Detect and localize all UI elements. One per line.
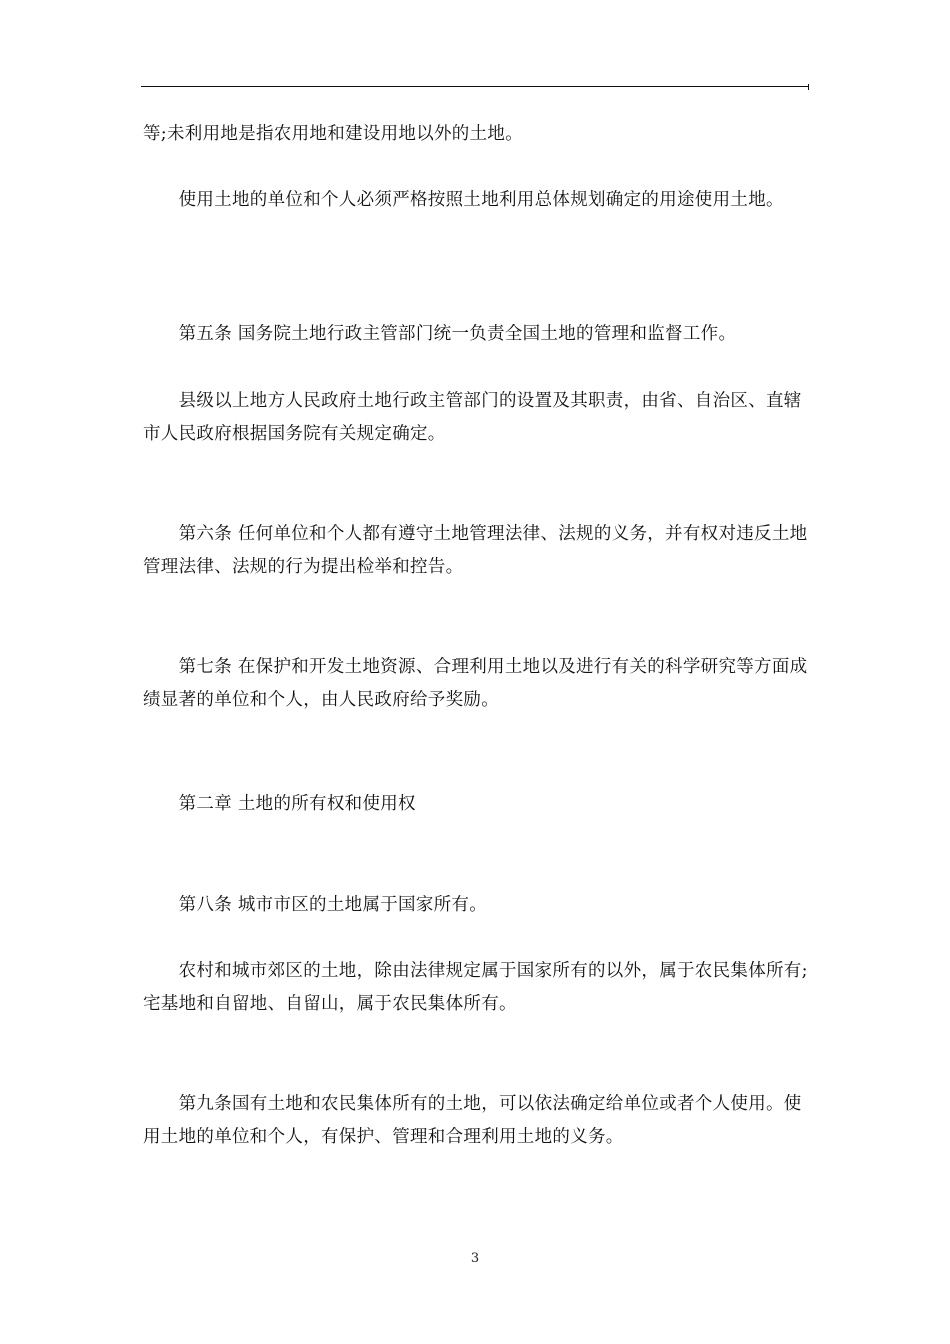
paragraph: 农村和城市郊区的土地，除由法律规定属于国家所有的以外，属于农民集体所有;宅基地和自留地、自留山，属于农民集体所有。 [143, 961, 808, 1014]
paragraph: 第九条国有土地和农民集体所有的土地，可以依法确定给单位或者个人使用。使用土地的单位和个人，有保护、管理和合理利用土地的义务。 [143, 1094, 802, 1147]
paragraph: 第七条 在保护和开发土地资源、合理利用土地以及进行有关的科学研究等方面成绩显著的单位和个人，由人民政府给予奖励。 [143, 657, 808, 710]
paragraph: 使用土地的单位和个人必须严格按照土地利用总体规划确定的用途使用土地。 [143, 190, 784, 210]
paragraph: 第八条 城市市区的土地属于国家所有。 [143, 895, 488, 915]
header-rule-tick [808, 84, 809, 90]
chapter-heading: 第二章 土地的所有权和使用权 [143, 794, 416, 814]
paragraph: 第五条 国务院土地行政主管部门统一负责全国土地的管理和监督工作。 [143, 324, 737, 344]
paragraph: 县级以上地方人民政府土地行政主管部门的设置及其职责，由省、自治区、直辖市人民政府根据国务院有关规定确定。 [143, 391, 802, 444]
header-rule [141, 86, 809, 87]
paragraph: 第六条 任何单位和个人都有遵守土地管理法律、法规的义务，并有权对违反土地管理法律、法规的行为提出检举和控告。 [143, 524, 808, 577]
page-number: 3 [470, 1251, 480, 1266]
paragraph: 等;未利用地是指农用地和建设用地以外的土地。 [143, 124, 523, 144]
